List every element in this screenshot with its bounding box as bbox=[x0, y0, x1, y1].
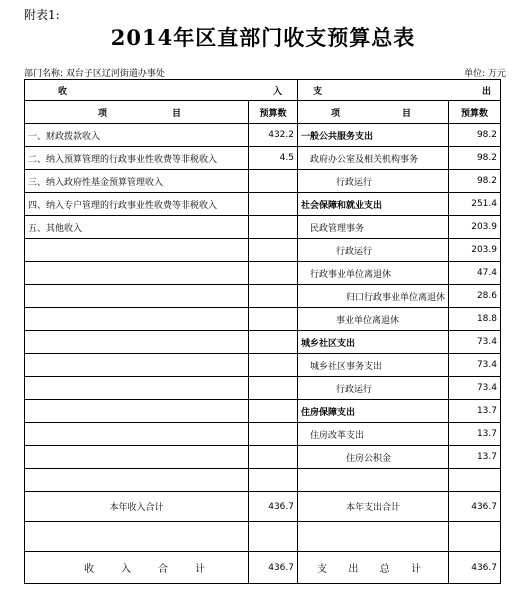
expense-value: 251.4 bbox=[449, 193, 501, 216]
grand-total-row bbox=[25, 552, 501, 584]
table-row bbox=[25, 216, 501, 239]
expense-value: 47.4 bbox=[449, 262, 501, 285]
table-row bbox=[25, 124, 501, 147]
expense-header-left: 支 bbox=[313, 86, 323, 97]
income-item-header bbox=[25, 101, 249, 124]
expense-value: 73.4 bbox=[449, 377, 501, 400]
section-header-row bbox=[25, 80, 501, 101]
expense-value: 13.7 bbox=[449, 400, 501, 423]
expense-label: 行政运行 bbox=[298, 239, 449, 262]
expense-grand-label bbox=[298, 552, 449, 584]
expense-value: 73.4 bbox=[449, 331, 501, 354]
table-row bbox=[25, 331, 501, 354]
expense-value: 28.6 bbox=[449, 285, 501, 308]
grand-char: 计 bbox=[195, 564, 205, 575]
table-row bbox=[25, 147, 501, 170]
expense-label: 事业单位离退休 bbox=[298, 308, 449, 331]
table-row bbox=[25, 170, 501, 193]
expense-header bbox=[298, 80, 501, 101]
income-value: 432.2 bbox=[249, 124, 298, 147]
expense-value: 13.7 bbox=[449, 446, 501, 469]
expense-header-right: 出 bbox=[481, 86, 491, 97]
page-title: 2014年区直部门收支预算总表 bbox=[110, 25, 416, 50]
income-grand-value: 436.7 bbox=[249, 552, 298, 584]
table-row bbox=[25, 239, 501, 262]
department-label: 部门名称: 双台子区辽河街道办事处 bbox=[24, 69, 165, 79]
grand-char: 入 bbox=[121, 564, 131, 575]
expense-value: 98.2 bbox=[449, 124, 501, 147]
table-row bbox=[25, 262, 501, 285]
expense-value: 73.4 bbox=[449, 354, 501, 377]
expense-budget-header: 预算数 bbox=[449, 101, 501, 124]
income-value bbox=[249, 193, 298, 216]
grand-char: 合 bbox=[158, 564, 168, 575]
grand-char: 总 bbox=[379, 564, 390, 575]
table-row-empty bbox=[25, 469, 501, 492]
grand-char: 收 bbox=[84, 564, 94, 575]
expense-label: 住房改革支出 bbox=[298, 423, 449, 446]
expense-value: 98.2 bbox=[449, 170, 501, 193]
table-row bbox=[25, 193, 501, 216]
table-row bbox=[25, 423, 501, 446]
column-header-row bbox=[25, 101, 501, 124]
table-row bbox=[25, 285, 501, 308]
income-budget-header: 预算数 bbox=[249, 101, 298, 124]
income-value bbox=[249, 216, 298, 239]
income-total-value: 436.7 bbox=[249, 492, 298, 522]
income-total-label: 本年收入合计 bbox=[25, 492, 249, 522]
income-value: 4.5 bbox=[249, 147, 298, 170]
table-row bbox=[25, 400, 501, 423]
income-label: 四、纳入专户管理的行政事业性收费等非税收入 bbox=[25, 193, 249, 216]
grand-char: 支 bbox=[317, 564, 327, 575]
column-label-mu: 目 bbox=[401, 108, 411, 119]
income-label: 三、纳入政府性基金预算管理收入 bbox=[25, 170, 249, 193]
table-row bbox=[25, 354, 501, 377]
expense-value: 18.8 bbox=[449, 308, 501, 331]
expense-label: 住房公积金 bbox=[298, 446, 449, 469]
attachment-label: 附表1: bbox=[24, 8, 60, 22]
column-label-mu: 目 bbox=[171, 108, 181, 119]
income-value bbox=[249, 170, 298, 193]
grand-char: 出 bbox=[348, 564, 359, 575]
unit-label: 单位: 万元 bbox=[464, 69, 506, 79]
income-label: 二、纳入预算管理的行政事业性收费等非税收入 bbox=[25, 147, 249, 170]
expense-item-header bbox=[298, 101, 449, 124]
expense-label: 一般公共服务支出 bbox=[298, 124, 449, 147]
income-grand-label bbox=[25, 552, 249, 584]
expense-value: 203.9 bbox=[449, 216, 501, 239]
income-header-left: 收 bbox=[58, 86, 68, 97]
expense-label: 行政运行 bbox=[298, 377, 449, 400]
table-row bbox=[25, 308, 501, 331]
expense-total-label: 本年支出合计 bbox=[298, 492, 449, 522]
expense-grand-value: 436.7 bbox=[449, 552, 501, 584]
income-header-right: 入 bbox=[272, 86, 282, 97]
expense-label: 住房保障支出 bbox=[298, 400, 449, 423]
table-row-empty bbox=[25, 522, 501, 552]
expense-total-value: 436.7 bbox=[449, 492, 501, 522]
expense-label: 城乡社区事务支出 bbox=[298, 354, 449, 377]
table-row bbox=[25, 446, 501, 469]
income-label: 一、财政拨款收入 bbox=[25, 124, 249, 147]
annual-total-row bbox=[25, 492, 501, 522]
expense-label: 行政事业单位离退休 bbox=[298, 262, 449, 285]
table-row bbox=[25, 377, 501, 400]
column-label-item: 项 bbox=[331, 108, 341, 119]
budget-table bbox=[24, 79, 501, 584]
expense-value: 203.9 bbox=[449, 239, 501, 262]
income-header bbox=[25, 80, 298, 101]
grand-char: 计 bbox=[410, 564, 421, 575]
expense-value: 13.7 bbox=[449, 423, 501, 446]
column-label-item: 项 bbox=[98, 108, 108, 119]
expense-label: 行政运行 bbox=[298, 170, 449, 193]
expense-label: 城乡社区支出 bbox=[298, 331, 449, 354]
expense-label: 归口行政事业单位离退休 bbox=[298, 285, 449, 308]
expense-label: 民政管理事务 bbox=[298, 216, 449, 239]
expense-value: 98.2 bbox=[449, 147, 501, 170]
expense-label: 社会保障和就业支出 bbox=[298, 193, 449, 216]
income-label: 五、其他收入 bbox=[25, 216, 249, 239]
expense-label: 政府办公室及相关机构事务 bbox=[298, 147, 449, 170]
